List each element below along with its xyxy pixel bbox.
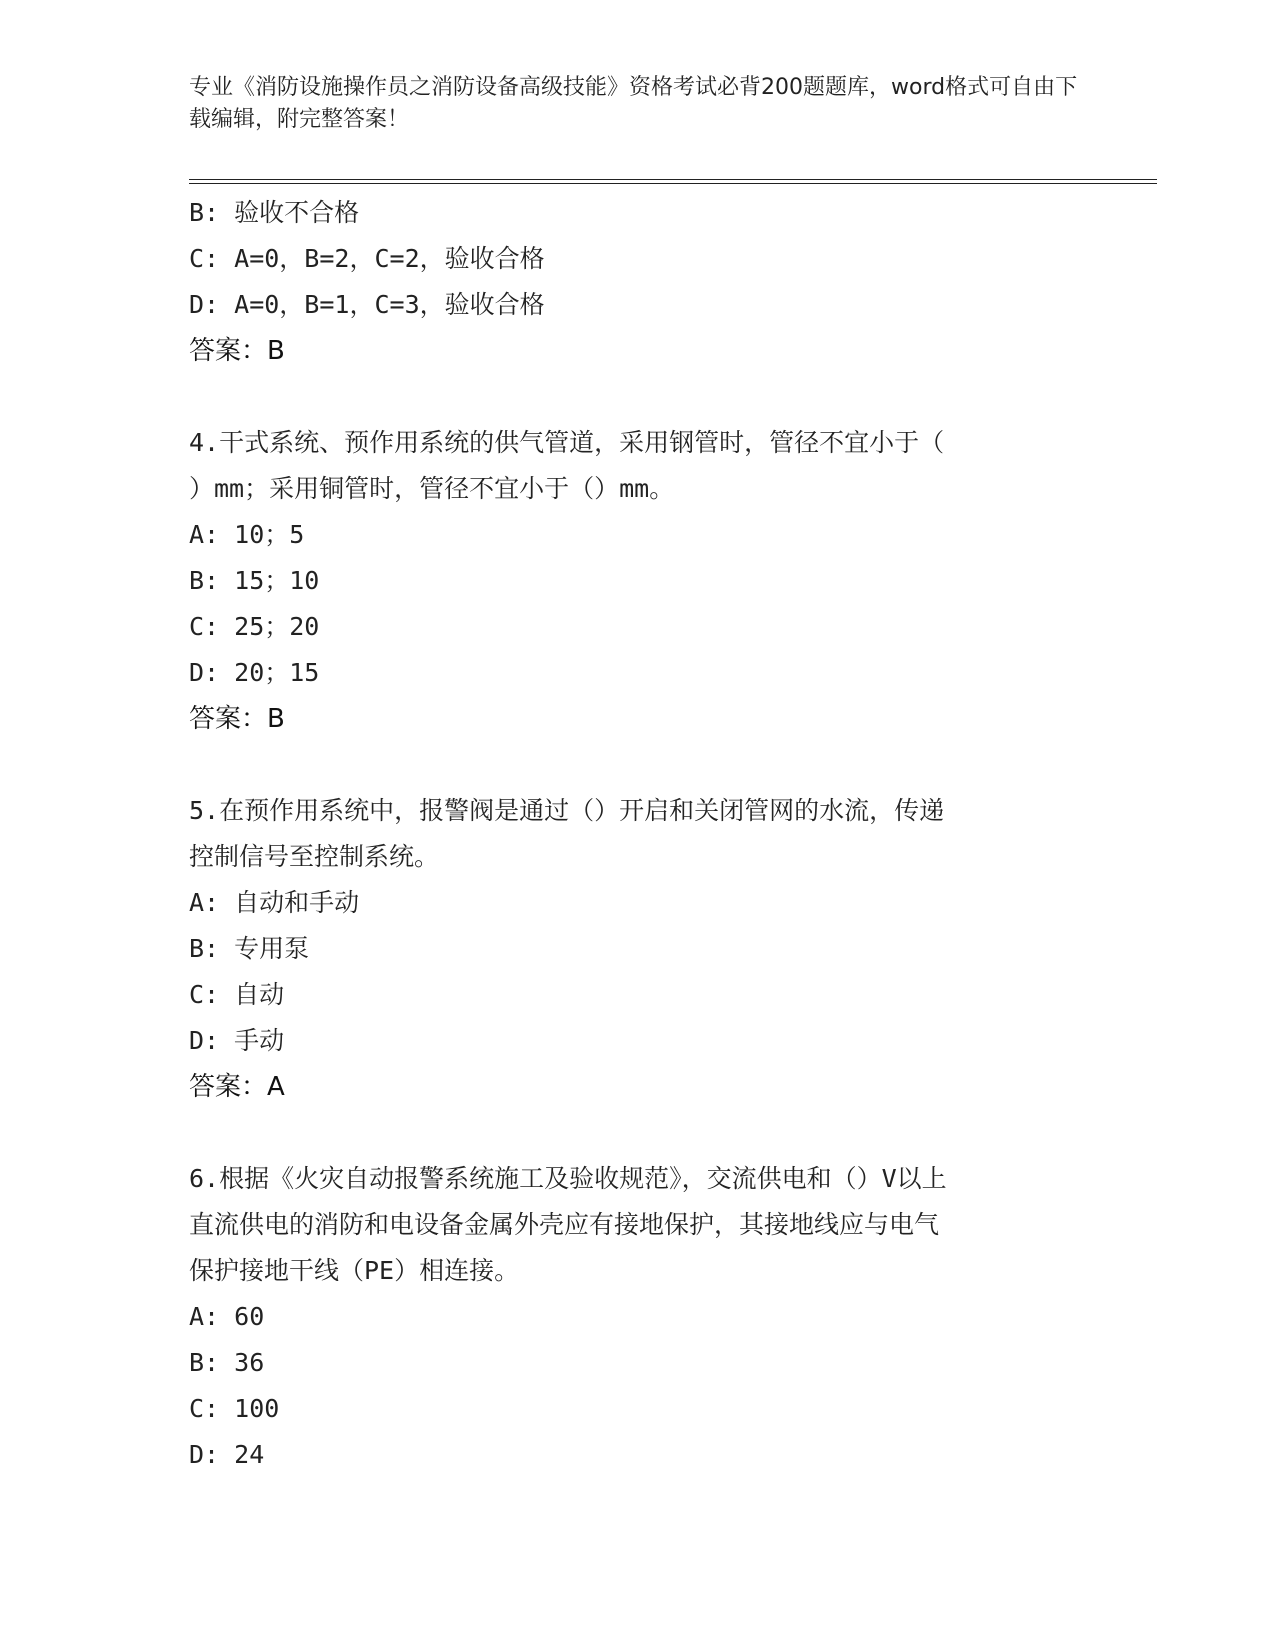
option-b: B: 15；10 (189, 566, 320, 595)
question-stem: ）mm；采用铜管时，管径不宜小于（）mm。 (189, 474, 675, 503)
question-6 (189, 1156, 1089, 1478)
option-d: D: 24 (189, 1440, 265, 1469)
answer-label: 答案：B (189, 336, 285, 366)
option-d: D: 20；15 (189, 658, 320, 687)
spacer (189, 742, 1089, 788)
answer-label: 答案：A (189, 1072, 285, 1102)
option-b: B: 专用泵 (189, 934, 310, 963)
question-5 (189, 788, 1089, 1110)
document-header (189, 72, 1089, 136)
question-stem: 控制信号至控制系统。 (189, 842, 440, 871)
option-b: B: 验收不合格 (189, 198, 360, 227)
question-stem: 保护接地干线（PE）相连接。 (189, 1256, 520, 1285)
question-stem: 5.在预作用系统中，报警阀是通过（）开启和关闭管网的水流，传递 (189, 796, 945, 825)
option-d: D: 手动 (189, 1026, 285, 1055)
question-stem: 直流供电的消防和电设备金属外壳应有接地保护，其接地线应与电气 (189, 1210, 940, 1239)
option-b: B: 36 (189, 1348, 265, 1377)
option-c: C: 100 (189, 1394, 280, 1423)
option-c: C: 自动 (189, 980, 285, 1009)
header-divider-top (189, 179, 1157, 180)
question-3-tail (189, 190, 1089, 374)
answer-label: 答案：B (189, 704, 285, 734)
header-divider-bottom (189, 183, 1157, 184)
option-a: A: 60 (189, 1302, 265, 1331)
document-body (189, 190, 1089, 1478)
option-c: C: A=0，B=2，C=2，验收合格 (189, 244, 545, 273)
question-stem: 6.根据《火灾自动报警系统施工及验收规范》，交流供电和（）V以上 (189, 1164, 947, 1193)
spacer (189, 374, 1089, 420)
option-d: D: A=0，B=1，C=3，验收合格 (189, 290, 545, 319)
question-stem: 4.干式系统、预作用系统的供气管道，采用钢管时，管径不宜小于（ (189, 428, 945, 457)
option-a: A: 10；5 (189, 520, 305, 549)
document-title: 专业《消防设施操作员之消防设备高级技能》资格考试必背200题题库，word格式可自由下载编辑，附完整答案！ (189, 75, 1078, 132)
spacer (189, 1110, 1089, 1156)
question-4 (189, 420, 1089, 742)
option-c: C: 25；20 (189, 612, 320, 641)
option-a: A: 自动和手动 (189, 888, 360, 917)
